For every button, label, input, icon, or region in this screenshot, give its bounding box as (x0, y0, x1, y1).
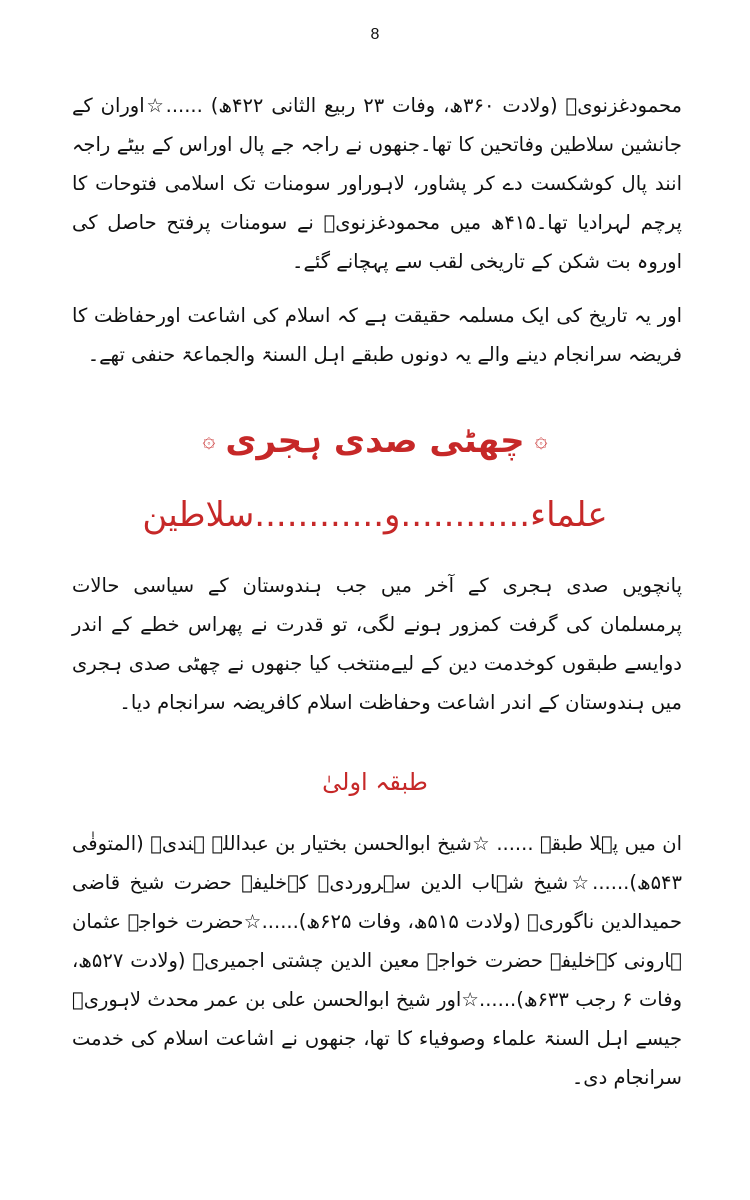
page-number: 8 (370, 26, 380, 43)
paragraph-mahmud-ghaznavi (72, 86, 682, 281)
paragraph-text: محمودغزنویؒ (ولادت ۳۶۰ھ، وفات ۲۳ ربیع الثانی ۴۲۲ھ) ......☆اوران کے جانشین سلاطین وفاتحین کا تھا۔جنھوں نے راجہ جے پال اوراس کے بیٹے راجہ انند پال کوشکست دے کر پشاور، لاہوراور سومنات تک اسلامی فتوحات کا پرچم لہرادیا تھا۔۴۱۵ھ میں محمودغزنویؒ نے سومنات پرفتح حاصل کی اوروہ بت شکن کے تاریخی لقب سے پہچانے گئے۔ (72, 94, 682, 273)
paragraph-ahl-sunnah (72, 296, 682, 374)
paragraph-text: ان میں پہلا طبقہ ...... ☆شیخ ابوالحسن بختیار بن عبداللہ ہندیؒ (المتوفٰی ۵۴۳ھ)......☆شیخ شہاب الدین سہروردیؒ کےخلیفہ حضرت شیخ قاضی حمیدالدین ناگوریؒ (ولادت ۵۱۵ھ، وفات ۶۲۵ھ)......☆حضرت خواجہ عثمان ہارونی کےخلیفہ حضرت خواجہ معین الدین چشتی اجمیریؒ (ولادت ۵۲۷ھ، وفات ۶ رجب ۶۳۳ھ)......☆اور شیخ ابوالحسن علی بن عمر محدث لاہوریؒ جیسے اہل السنۃ علماء وصوفیاء کا تھا، جنھوں نے اشاعت اسلام کی خدمت سرانجام دی۔ (72, 832, 683, 1089)
section-subtitle: علماء............و............سلاطین (142, 495, 608, 535)
section-title: چھٹی صدی ہجری (225, 420, 525, 461)
flower-ornament-icon: ۞ (202, 427, 216, 453)
paragraph-sixth-century (72, 566, 682, 722)
paragraph-text: اور یہ تاریخ کی ایک مسلمہ حقیقت ہے کہ اسلام کی اشاعت اورحفاظت کا فریضہ سرانجام دینے والے یہ دونوں طبقے اہل السنۃ والجماعۃ حنفی تھے۔ (72, 304, 682, 366)
section-heading (0, 410, 750, 470)
paragraph-text: پانچویں صدی ہجری کے آخر میں جب ہندوستان کے سیاسی حالات پرمسلمان کی گرفت کمزور ہونے لگی، تو قدرت نے پھراس خطے کے اندر دوایسے طبقوں کوخدمت دین کے لیےمنتخب کیا جنھوں نے چھٹی صدی ہجری میں ہندوستان کے اندر اشاعت وحفاظت اسلام کافریضہ سرانجام دیا۔ (72, 574, 682, 714)
subsection-heading: طبقہ اولیٰ (322, 768, 428, 796)
paragraph-first-class (72, 824, 682, 1097)
flower-ornament-icon: ۞ (534, 427, 548, 453)
